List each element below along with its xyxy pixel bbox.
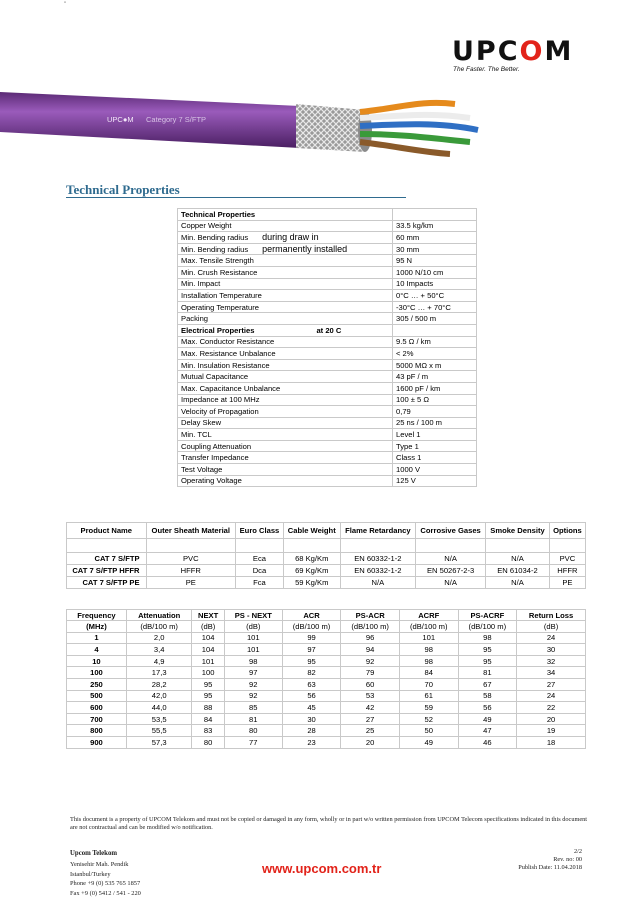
property-value: 1000 V xyxy=(393,464,477,476)
property-row xyxy=(178,255,477,267)
performance-cell: 53 xyxy=(341,690,400,702)
performance-cell: 88 xyxy=(192,702,224,714)
product-column-header: Options xyxy=(549,523,585,539)
fax-line: Fax +9 (0) 5412 / 541 - 220 xyxy=(70,890,141,898)
company-address xyxy=(70,849,141,899)
performance-cell: 19 xyxy=(517,725,586,737)
performance-cell: 70 xyxy=(399,678,458,690)
performance-cell: 42,0 xyxy=(126,690,192,702)
performance-cell: 94 xyxy=(341,644,400,656)
performance-cell: 58 xyxy=(458,690,517,702)
product-row xyxy=(67,577,586,589)
page-number: 2/2 xyxy=(573,848,582,855)
performance-cell: 60 xyxy=(341,678,400,690)
property-label: Min. Crush Resistance xyxy=(178,266,393,278)
performance-cell: 80 xyxy=(192,736,224,748)
performance-cell: 24 xyxy=(517,690,586,702)
performance-cell: 63 xyxy=(282,678,341,690)
property-value: 1000 N/10 cm xyxy=(393,266,477,278)
property-label: Technical Properties xyxy=(178,209,393,221)
frequency-cell: 10 xyxy=(67,655,127,667)
property-row xyxy=(178,382,477,394)
performance-cell: 44,0 xyxy=(126,702,192,714)
product-cell: N/A xyxy=(416,577,486,589)
performance-cell: 42 xyxy=(341,702,400,714)
performance-cell: 30 xyxy=(282,713,341,725)
performance-column-header: Return Loss xyxy=(517,610,586,621)
performance-cell: 45 xyxy=(282,702,341,714)
performance-cell: 98 xyxy=(399,644,458,656)
property-row xyxy=(178,417,477,429)
performance-cell: 49 xyxy=(458,713,517,725)
performance-row xyxy=(67,667,586,679)
performance-unit: (dB/100 m) xyxy=(341,621,400,633)
property-label: Min. Insulation Resistance xyxy=(178,359,393,371)
performance-cell: 83 xyxy=(192,725,224,737)
property-value: < 2% xyxy=(393,348,477,360)
empty-cell xyxy=(236,539,284,553)
property-row xyxy=(178,220,477,232)
property-row xyxy=(178,266,477,278)
property-label: Operating Temperature xyxy=(178,301,393,313)
product-cell: Eca xyxy=(236,553,284,565)
performance-cell: 3,4 xyxy=(126,644,192,656)
performance-cell: 84 xyxy=(192,713,224,725)
performance-cell: 104 xyxy=(192,632,224,644)
empty-cell xyxy=(486,539,550,553)
property-value: 60 mm xyxy=(393,232,477,244)
product-name: CAT 7 S/FTP HFFR xyxy=(67,565,147,577)
performance-row xyxy=(67,644,586,656)
property-label: Test Voltage xyxy=(178,464,393,476)
performance-cell: 22 xyxy=(517,702,586,714)
performance-cell: 81 xyxy=(224,713,282,725)
performance-cell: 20 xyxy=(341,736,400,748)
empty-cell xyxy=(67,539,147,553)
performance-cell: 92 xyxy=(341,655,400,667)
property-value: 43 pF / m xyxy=(393,371,477,383)
product-cell: HFFR xyxy=(549,565,585,577)
performance-cell: 77 xyxy=(224,736,282,748)
product-cell: N/A xyxy=(486,577,550,589)
performance-cell: 52 xyxy=(399,713,458,725)
property-row xyxy=(178,324,477,336)
property-row xyxy=(178,232,477,244)
product-cell: PE xyxy=(146,577,235,589)
property-value xyxy=(393,209,477,221)
property-value: 125 V xyxy=(393,475,477,487)
performance-unit: (dB) xyxy=(224,621,282,633)
property-value: 10 Impacts xyxy=(393,278,477,290)
performance-column-header: PS - NEXT xyxy=(224,610,282,621)
property-row xyxy=(178,359,477,371)
property-value: Level 1 xyxy=(393,429,477,441)
product-cell: Fca xyxy=(236,577,284,589)
frequency-cell: 250 xyxy=(67,678,127,690)
product-cell: 69 Kg/Km xyxy=(283,565,340,577)
property-row xyxy=(178,243,477,255)
performance-row xyxy=(67,736,586,748)
performance-column-header: NEXT xyxy=(192,610,224,621)
property-value: 30 mm xyxy=(393,243,477,255)
performance-cell: 99 xyxy=(282,632,341,644)
property-value: 0°C … + 50°C xyxy=(393,290,477,302)
performance-cell: 100 xyxy=(192,667,224,679)
performance-cell: 84 xyxy=(399,667,458,679)
property-label: Packing xyxy=(178,313,393,325)
property-row xyxy=(178,429,477,441)
performance-cell: 81 xyxy=(458,667,517,679)
performance-cell: 101 xyxy=(224,644,282,656)
property-value: 0,79 xyxy=(393,406,477,418)
performance-cell: 18 xyxy=(517,736,586,748)
wire-pair-white xyxy=(360,115,470,118)
product-cell: N/A xyxy=(486,553,550,565)
performance-cell: 92 xyxy=(224,690,282,702)
product-cell: EN 60332-1-2 xyxy=(340,553,415,565)
logo-wordmark: UPCOM xyxy=(452,36,574,67)
performance-cell: 56 xyxy=(282,690,341,702)
performance-unit: (MHz) xyxy=(67,621,127,633)
performance-cell: 92 xyxy=(224,678,282,690)
performance-column-header: Frequency xyxy=(67,610,127,621)
spacer-row xyxy=(67,539,586,553)
product-cell: Dca xyxy=(236,565,284,577)
performance-cell: 28,2 xyxy=(126,678,192,690)
property-value: 9.5 Ω / km xyxy=(393,336,477,348)
empty-cell xyxy=(283,539,340,553)
product-name: CAT 7 S/FTP PE xyxy=(67,577,147,589)
performance-cell: 104 xyxy=(192,644,224,656)
frequency-cell: 1 xyxy=(67,632,127,644)
performance-unit: (dB) xyxy=(517,621,586,633)
product-cell: 59 Kg/Km xyxy=(283,577,340,589)
property-row xyxy=(178,209,477,221)
property-label: Max. Tensile Strength xyxy=(178,255,393,267)
property-value: 5000 MΩ x m xyxy=(393,359,477,371)
property-label: Electrical Properties at 20 C xyxy=(178,324,393,336)
property-label: Copper Weight xyxy=(178,220,393,232)
upcom-logo xyxy=(452,38,577,73)
cable-braid xyxy=(296,104,365,152)
property-label: Transfer Impedance xyxy=(178,452,393,464)
performance-cell: 53,5 xyxy=(126,713,192,725)
performance-cell: 56 xyxy=(458,702,517,714)
performance-row xyxy=(67,690,586,702)
performance-table xyxy=(66,609,586,749)
performance-cell: 46 xyxy=(458,736,517,748)
performance-cell: 101 xyxy=(224,632,282,644)
performance-cell: 27 xyxy=(517,678,586,690)
property-row xyxy=(178,394,477,406)
performance-row xyxy=(67,632,586,644)
performance-cell: 30 xyxy=(517,644,586,656)
product-cell: N/A xyxy=(340,577,415,589)
property-label: Min. TCL xyxy=(178,429,393,441)
performance-cell: 23 xyxy=(282,736,341,748)
frequency-cell: 600 xyxy=(67,702,127,714)
product-column-header: Euro Class xyxy=(236,523,284,539)
performance-cell: 101 xyxy=(192,655,224,667)
performance-cell: 34 xyxy=(517,667,586,679)
property-value: 25 ns / 100 m xyxy=(393,417,477,429)
property-label: Installation Temperature xyxy=(178,290,393,302)
performance-row xyxy=(67,713,586,725)
company-name: Upcom Telekom xyxy=(70,850,118,857)
performance-cell: 96 xyxy=(341,632,400,644)
frequency-cell: 900 xyxy=(67,736,127,748)
product-row xyxy=(67,565,586,577)
performance-column-header: ACRF xyxy=(399,610,458,621)
property-value: 1600 pF / km xyxy=(393,382,477,394)
section-divider xyxy=(66,197,406,198)
property-label: Min. Bending radius during draw in xyxy=(178,232,393,244)
property-value: 100 ± 5 Ω xyxy=(393,394,477,406)
section-title: Technical Properties xyxy=(66,182,180,197)
performance-cell: 49 xyxy=(399,736,458,748)
empty-cell xyxy=(549,539,585,553)
performance-cell: 50 xyxy=(399,725,458,737)
property-value: -30°C … + 70°C xyxy=(393,301,477,313)
wire-pair-green xyxy=(360,134,470,142)
property-row xyxy=(178,301,477,313)
performance-cell: 85 xyxy=(224,702,282,714)
publish-date: Publish Date: 11.04.2018 xyxy=(518,864,582,872)
property-label: Delay Skew xyxy=(178,417,393,429)
property-label: Velocity of Propagation xyxy=(178,406,393,418)
product-name: CAT 7 S/FTP xyxy=(67,553,147,565)
property-row xyxy=(178,452,477,464)
performance-cell: 95 xyxy=(282,655,341,667)
performance-unit: (dB/100 m) xyxy=(458,621,517,633)
property-condition: permanently installed xyxy=(262,244,348,255)
property-row xyxy=(178,336,477,348)
product-table xyxy=(66,522,586,589)
product-cell: EN 60332-1-2 xyxy=(340,565,415,577)
performance-cell: 28 xyxy=(282,725,341,737)
product-cell: EN 61034-2 xyxy=(486,565,550,577)
property-condition: at 20 C xyxy=(316,325,342,335)
address-line: Istanbul/Turkey xyxy=(70,870,111,878)
product-row xyxy=(67,553,586,565)
product-column-header: Flame Retardancy xyxy=(340,523,415,539)
performance-cell: 61 xyxy=(399,690,458,702)
property-row xyxy=(178,348,477,360)
performance-cell: 98 xyxy=(399,655,458,667)
performance-row xyxy=(67,702,586,714)
wire-pair-brown xyxy=(360,142,450,154)
performance-cell: 95 xyxy=(458,655,517,667)
performance-row xyxy=(67,655,586,667)
performance-cell: 4,9 xyxy=(126,655,192,667)
performance-cell: 97 xyxy=(224,667,282,679)
property-row xyxy=(178,440,477,452)
performance-cell: 67 xyxy=(458,678,517,690)
cable-print-text: Category 7 S/FTP xyxy=(146,115,207,124)
property-label: Impedance at 100 MHz xyxy=(178,394,393,406)
performance-column-header: Attenuation xyxy=(126,610,192,621)
performance-cell: 80 xyxy=(224,725,282,737)
revision-number: Rev. no: 00 xyxy=(553,856,582,864)
performance-cell: 95 xyxy=(192,678,224,690)
property-value: 95 N xyxy=(393,255,477,267)
performance-cell: 2,0 xyxy=(126,632,192,644)
cable-image xyxy=(0,82,638,162)
property-value xyxy=(393,324,477,336)
performance-cell: 24 xyxy=(517,632,586,644)
performance-cell: 32 xyxy=(517,655,586,667)
product-cell: HFFR xyxy=(146,565,235,577)
property-label: Operating Voltage xyxy=(178,475,393,487)
empty-cell xyxy=(340,539,415,553)
performance-unit: (dB/100 m) xyxy=(399,621,458,633)
property-row xyxy=(178,278,477,290)
product-column-header: Cable Weight xyxy=(283,523,340,539)
property-value: 33.5 kg/km xyxy=(393,220,477,232)
property-row xyxy=(178,290,477,302)
website-link[interactable]: www.upcom.com.tr xyxy=(262,861,382,876)
performance-cell: 25 xyxy=(341,725,400,737)
performance-cell: 97 xyxy=(282,644,341,656)
performance-row xyxy=(67,725,586,737)
property-value: Class 1 xyxy=(393,452,477,464)
property-label: Max. Conductor Resistance xyxy=(178,336,393,348)
product-cell: EN 50267-2-3 xyxy=(416,565,486,577)
revision-info xyxy=(518,848,582,873)
property-row xyxy=(178,464,477,476)
empty-cell xyxy=(416,539,486,553)
property-value: 305 / 500 m xyxy=(393,313,477,325)
product-cell: PVC xyxy=(146,553,235,565)
performance-column-header: PS-ACRF xyxy=(458,610,517,621)
performance-unit: (dB/100 m) xyxy=(126,621,192,633)
property-row xyxy=(178,313,477,325)
property-row xyxy=(178,475,477,487)
performance-cell: 59 xyxy=(399,702,458,714)
empty-cell xyxy=(146,539,235,553)
logo-tagline: The Faster. The Better. xyxy=(453,66,520,73)
wire-pair-blue xyxy=(360,124,478,130)
frequency-cell: 700 xyxy=(67,713,127,725)
property-label: Coupling Attenuation xyxy=(178,440,393,452)
disclaimer-text: This document is a property of UPCOM Telekom and must not be copied or damaged in any form, wholly or in part w/o written permission from UPCOM Telecom specifications indicated in this document are not contractual and can be modified w/o notification. xyxy=(70,816,588,831)
frequency-cell: 4 xyxy=(67,644,127,656)
property-row xyxy=(178,371,477,383)
performance-cell: 98 xyxy=(458,632,517,644)
product-cell: PVC xyxy=(549,553,585,565)
frequency-cell: 500 xyxy=(67,690,127,702)
frequency-cell: 800 xyxy=(67,725,127,737)
product-cell: PE xyxy=(549,577,585,589)
address-line: Yenisehir Mah. Pendik xyxy=(70,860,129,868)
property-row xyxy=(178,406,477,418)
property-value: Type 1 xyxy=(393,440,477,452)
technical-properties-table xyxy=(177,208,477,487)
property-label: Min. Bending radius permanently installed xyxy=(178,243,393,255)
performance-cell: 95 xyxy=(192,690,224,702)
performance-cell: 95 xyxy=(458,644,517,656)
product-cell: N/A xyxy=(416,553,486,565)
performance-row xyxy=(67,678,586,690)
performance-cell: 101 xyxy=(399,632,458,644)
phone-line: Phone +9 (0) 535 765 1857 xyxy=(70,880,141,888)
performance-cell: 47 xyxy=(458,725,517,737)
performance-unit: (dB/100 m) xyxy=(282,621,341,633)
property-label: Min. Impact xyxy=(178,278,393,290)
frequency-cell: 100 xyxy=(67,667,127,679)
product-column-header: Smoke Density xyxy=(486,523,550,539)
performance-unit: (dB) xyxy=(192,621,224,633)
property-label: Mutual Capacitance xyxy=(178,371,393,383)
wire-pair-orange xyxy=(360,103,455,112)
performance-cell: 79 xyxy=(341,667,400,679)
performance-cell: 98 xyxy=(224,655,282,667)
product-column-header: Outer Sheath Material xyxy=(146,523,235,539)
product-column-header: Product Name xyxy=(67,523,147,539)
corner-mark: " xyxy=(64,2,67,8)
performance-cell: 57,3 xyxy=(126,736,192,748)
performance-cell: 17,3 xyxy=(126,667,192,679)
performance-cell: 55,5 xyxy=(126,725,192,737)
property-label: Max. Resistance Unbalance xyxy=(178,348,393,360)
property-label: Max. Capacitance Unbalance xyxy=(178,382,393,394)
performance-cell: 20 xyxy=(517,713,586,725)
performance-column-header: ACR xyxy=(282,610,341,621)
property-condition: during draw in xyxy=(262,232,319,243)
cable-print-brand: UPC●M xyxy=(107,115,134,124)
performance-cell: 82 xyxy=(282,667,341,679)
performance-cell: 27 xyxy=(341,713,400,725)
product-column-header: Corrosive Gases xyxy=(416,523,486,539)
product-cell: 68 Kg/Km xyxy=(283,553,340,565)
performance-column-header: PS-ACR xyxy=(341,610,400,621)
